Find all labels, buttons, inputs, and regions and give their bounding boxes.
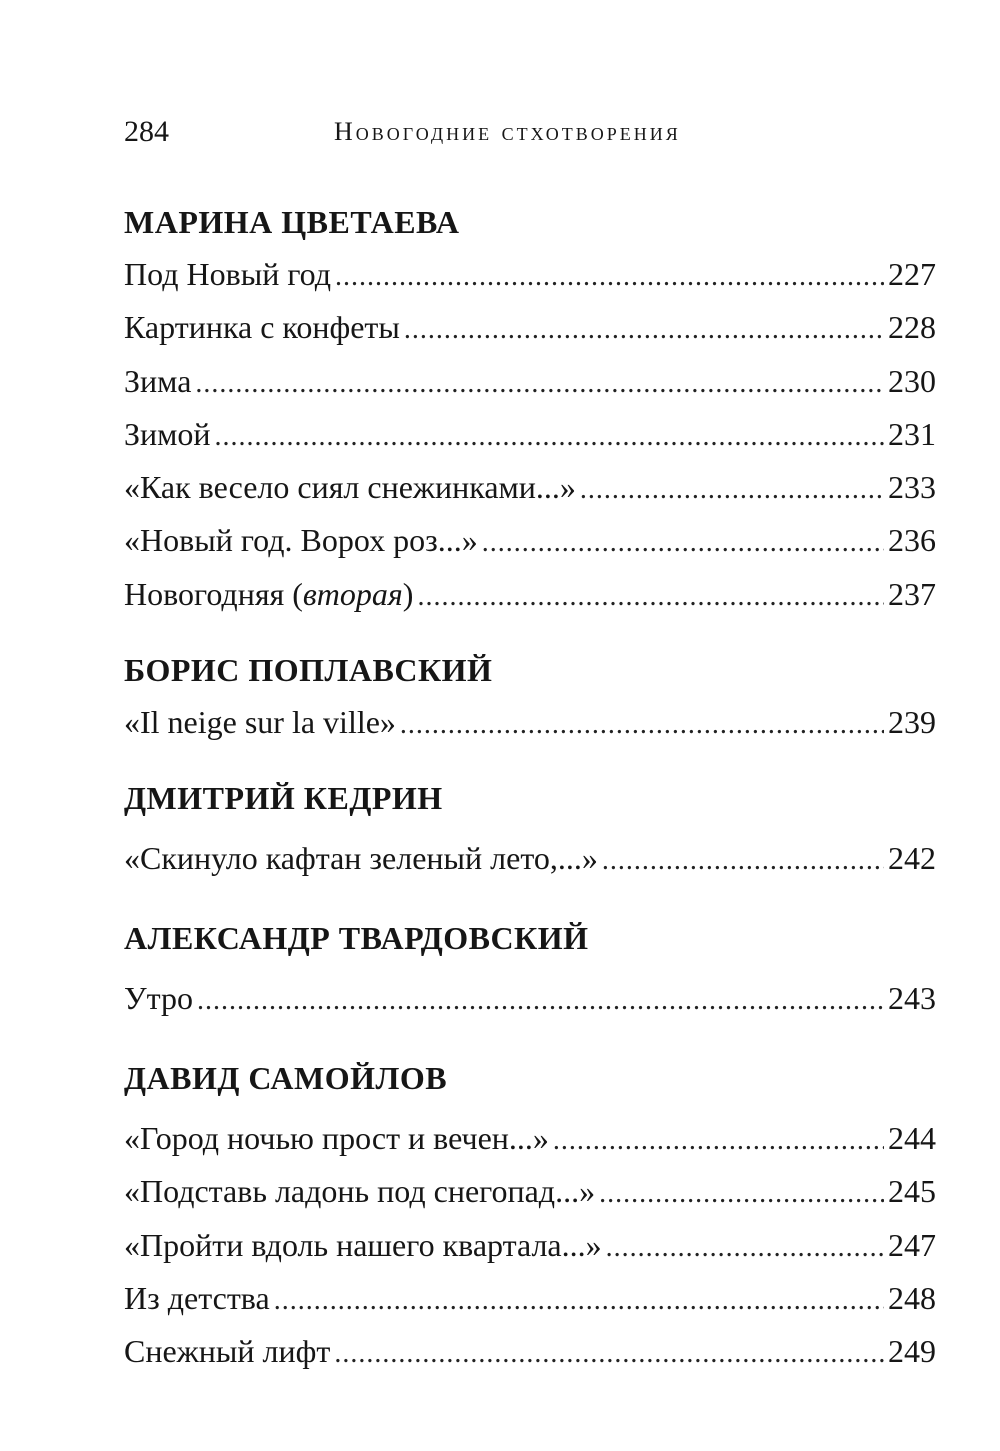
entry-title: «Il neige sur la ville» [124, 704, 396, 740]
author-heading: АЛЕКСАНДР ТВАРДОВСКИЙ [124, 920, 589, 956]
running-title: Новогодние стхотворения [334, 117, 681, 146]
entry-page: 236 [888, 522, 936, 559]
toc-entry [124, 972, 936, 1025]
dot-leader [335, 250, 884, 303]
dot-leader [197, 974, 884, 1027]
toc-entry [124, 514, 936, 567]
dot-leader [602, 834, 884, 887]
dot-leader [606, 1221, 884, 1274]
author-heading: ДАВИД САМОЙЛОВ [124, 1060, 448, 1096]
dot-leader [599, 1167, 884, 1220]
toc-entry [124, 1165, 936, 1218]
author-heading: БОРИС ПОПЛАВСКИЙ [124, 652, 493, 688]
entry-page: 242 [888, 840, 936, 876]
toc-entry [124, 461, 936, 514]
toc-section-tsvetaeva [124, 202, 936, 621]
entry-page: 228 [888, 309, 936, 346]
entry-title: «Новый год. Ворох роз...» [124, 522, 478, 559]
toc-entry [124, 832, 936, 885]
entry-title: «Подставь ладонь под снегопад...» [124, 1173, 596, 1210]
entry-page: 233 [888, 469, 936, 506]
entry-title: Зима [124, 362, 192, 399]
entry-page: 247 [888, 1226, 936, 1263]
entry-title-italic: вторая [302, 575, 403, 612]
entry-title: Зимой [124, 415, 211, 452]
toc-entry [124, 408, 936, 461]
toc-entry [124, 301, 936, 354]
toc-section-samoilov [124, 1058, 936, 1378]
entry-page: 245 [888, 1173, 936, 1210]
toc-section-kedrin [124, 778, 936, 885]
entry-page: 244 [888, 1120, 936, 1156]
entry-page: 231 [888, 415, 936, 452]
entry-title: Под Новый год [124, 256, 331, 292]
entry-title: «Как весело сиял снежинками...» [124, 469, 576, 506]
entry-title-end: ) [402, 575, 414, 612]
entry-page: 243 [888, 980, 936, 1016]
entry-title: «Город ночью прост и вечен...» [124, 1120, 549, 1156]
author-heading: МАРИНА ЦВЕТАЕВА [124, 204, 460, 240]
entry-page: 248 [888, 1279, 936, 1316]
toc-section-poplavsky [124, 650, 936, 749]
entry-title: Из детства [124, 1279, 270, 1316]
dot-leader [553, 1114, 884, 1167]
toc-entry [124, 1325, 936, 1378]
entry-title: Снежный лифт [124, 1333, 331, 1370]
dot-leader [195, 357, 884, 410]
dot-leader [404, 303, 884, 356]
toc-entry [124, 355, 936, 408]
toc-section-tvardovsky [124, 918, 936, 1025]
dot-leader [417, 570, 884, 623]
entry-page: 227 [888, 256, 936, 292]
toc-entry [124, 1272, 936, 1325]
dot-leader [400, 698, 884, 751]
running-head [124, 112, 936, 152]
author-heading: ДМИТРИЙ КЕДРИН [124, 780, 443, 816]
dot-leader [334, 1327, 884, 1380]
entry-title-start: Новогодняя ( [124, 575, 303, 612]
toc-entry [124, 1112, 936, 1165]
toc-entry [124, 248, 936, 301]
entry-page: 237 [888, 575, 936, 612]
entry-title: «Пройти вдоль нашего квартала...» [124, 1226, 602, 1263]
entry-page: 239 [888, 704, 936, 740]
dot-leader [215, 410, 884, 463]
entry-page: 230 [888, 362, 936, 399]
toc-entry [124, 696, 936, 749]
toc-entry [124, 1219, 936, 1272]
dot-leader [580, 463, 884, 516]
entry-page: 249 [888, 1333, 936, 1370]
toc-entry [124, 568, 936, 621]
page-number: 284 [124, 115, 169, 148]
entry-title: Утро [124, 980, 194, 1016]
entry-title: «Скинуло кафтан зеленый лето,...» [124, 840, 598, 876]
entry-title [124, 568, 413, 621]
entry-title: Картинка с конфеты [124, 309, 400, 346]
dot-leader [482, 516, 884, 569]
dot-leader [274, 1274, 884, 1327]
